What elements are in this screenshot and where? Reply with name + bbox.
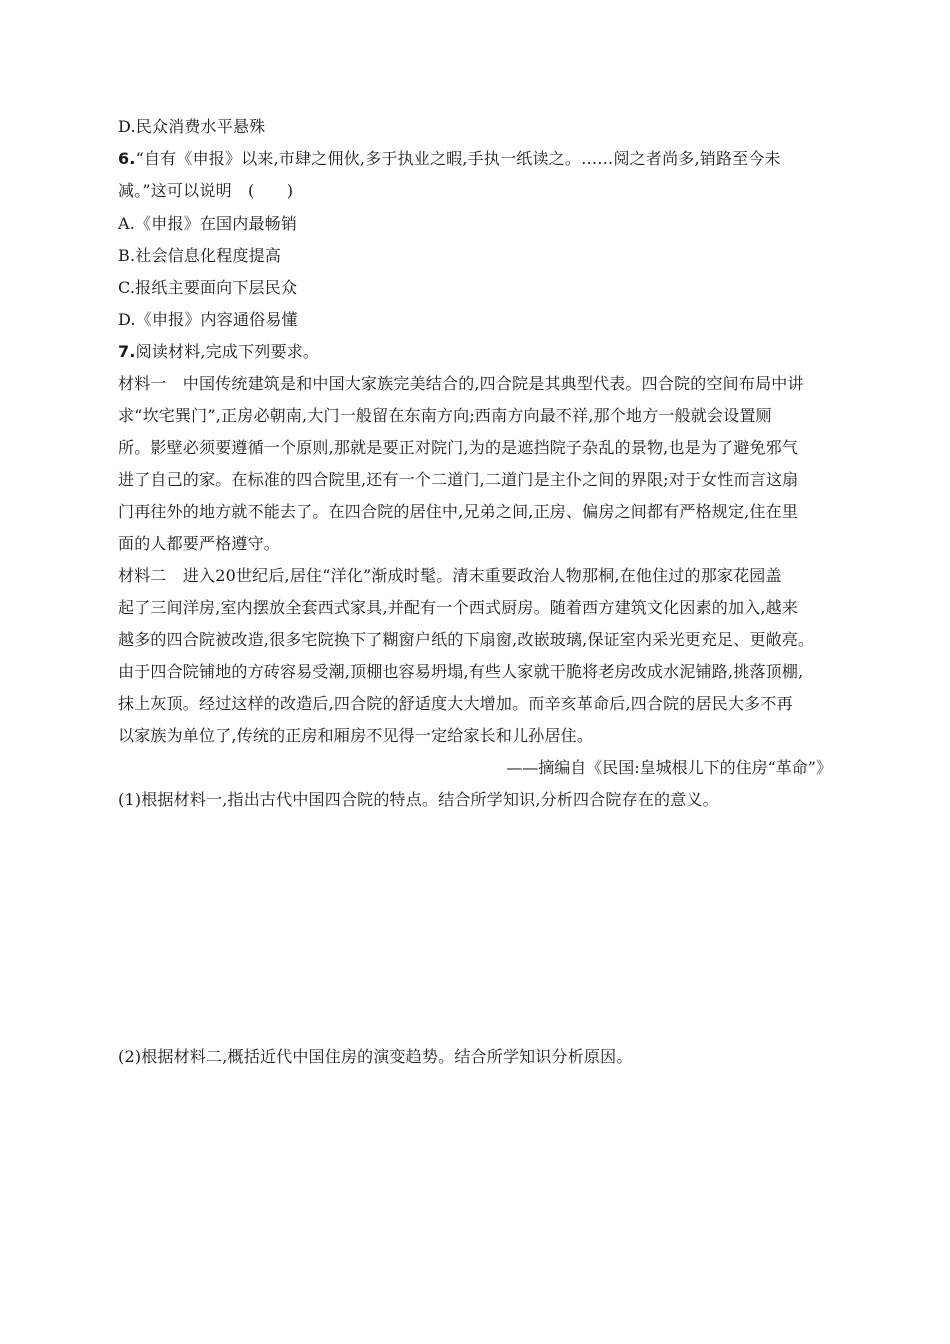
material2-line: 材料二 进入20世纪后,居住“洋化”渐成时髦。清末重要政治人物那桐,在他住过的那家花园盖 bbox=[118, 566, 782, 585]
material1-line: 面的人都要严格遵守。 bbox=[118, 534, 281, 553]
material1-line: 所。影壁必须要遵循一个原则,那就是要正对院门,为的是遮挡院子杂乱的景物,也是为了避免邪气 bbox=[118, 438, 799, 457]
q7-number: 7. bbox=[118, 342, 136, 361]
q7-instruction: 阅读材料,完成下列要求。 bbox=[135, 342, 320, 361]
q6-number: 6. bbox=[118, 149, 136, 168]
material2-line: 越多的四合院被改造,很多宅院换下了糊窗户纸的下扇窗,改嵌玻璃,保证室内采光更充足、更敞亮。 bbox=[118, 630, 815, 649]
q6-stem-line1 bbox=[118, 148, 781, 170]
material1-line: 进了自己的家。在标准的四合院里,还有一个二道门,二道门是主仆之间的界限;对于女性而言这扇 bbox=[118, 470, 799, 489]
q6-stem-line2: 减。”这可以说明 ( ) bbox=[118, 181, 294, 200]
q6-option-a: A.《申报》在国内最畅销 bbox=[118, 214, 298, 233]
material-source: ——摘编自《民国:皇城根儿下的住房“革命”》 bbox=[506, 758, 832, 777]
q5-option-d: D.民众消费水平悬殊 bbox=[118, 117, 266, 136]
q6-stem-text1: “自有《申报》以来,市肆之佣伙,多于执业之暇,手执一纸读之。……阅之者尚多,销路至今未 bbox=[135, 149, 781, 168]
q6-option-b: B.社会信息化程度提高 bbox=[118, 246, 282, 265]
q6-option-c: C.报纸主要面向下层民众 bbox=[118, 278, 298, 297]
material1-line: 门再往外的地方就不能去了。在四合院的居住中,兄弟之间,正房、偏房之间都有严格规定,住在里 bbox=[118, 502, 799, 521]
q7-sub-question-2: (2)根据材料二,概括近代中国住房的演变趋势。结合所学知识分析原因。 bbox=[118, 1047, 633, 1066]
material1-line: 求“坎宅巽门”,正房必朝南,大门一般留在东南方向;西南方向最不祥,那个地方一般就会设置厕 bbox=[118, 406, 772, 425]
material2-line: 由于四合院铺地的方砖容易受潮,顶棚也容易坍塌,有些人家就干脆将老房改成水泥铺路,挑落顶棚, bbox=[118, 662, 804, 681]
q7-instruction-line bbox=[118, 341, 319, 363]
material2-line: 抹上灰顶。经过这样的改造后,四合院的舒适度大大增加。而辛亥革命后,四合院的居民大多不再 bbox=[118, 694, 793, 713]
material2-line: 以家族为单位了,传统的正房和厢房不见得一定给家长和儿孙居住。 bbox=[118, 726, 594, 745]
material1-line: 材料一 中国传统建筑是和中国大家族完美结合的,四合院是其典型代表。四合院的空间布局中讲 bbox=[118, 374, 804, 393]
material2-line: 起了三间洋房,室内摆放全套西式家具,并配有一个西式厨房。随着西方建筑文化因素的加入,越来 bbox=[118, 598, 799, 617]
q6-option-d: D.《申报》内容通俗易懂 bbox=[118, 310, 298, 329]
q7-sub-question-1: (1)根据材料一,指出古代中国四合院的特点。结合所学知识,分析四合院存在的意义。 bbox=[118, 790, 719, 809]
